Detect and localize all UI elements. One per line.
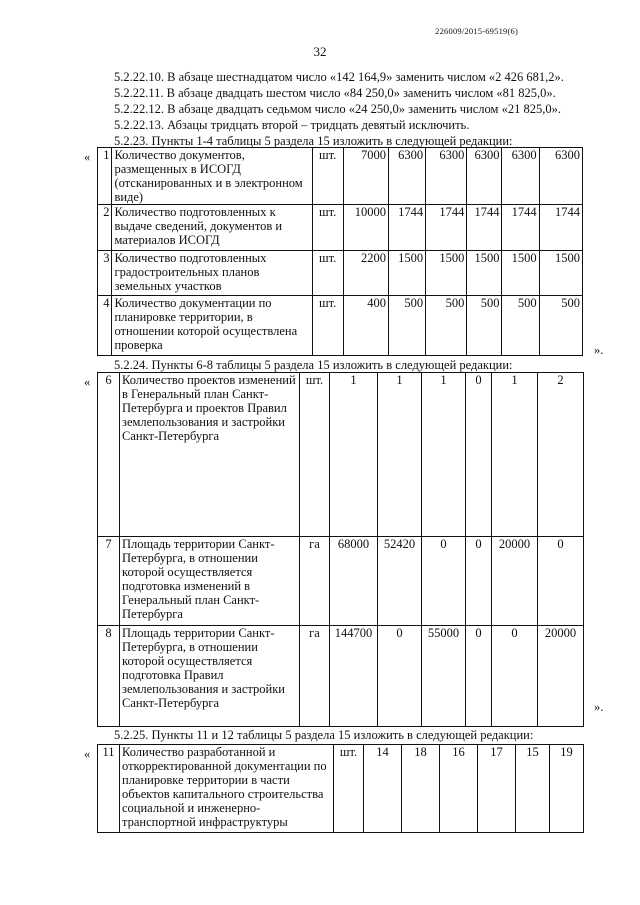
- value-cell: 68000: [330, 537, 378, 626]
- indicator-name: Количество проектов изменений в Генеральный план Санкт-Петербурга и проектов Правил землепользования и застройки Санкт-Петербурга: [120, 373, 300, 537]
- indicator-name: Количество разработанной и откорректированной документации по планировке территории в части объектов капитального строительства социальной и инженерно-транспортной инфраструктуры: [120, 745, 334, 833]
- page-number: 32: [313, 44, 327, 59]
- paragraph-5-2-22-13: 5.2.22.13. Абзацы тридцать второй – тридцать девятый исключить.: [114, 118, 470, 132]
- open-quote: «: [84, 375, 91, 389]
- value-cell: 0: [466, 373, 492, 537]
- document-number: 226009/2015-69519(6): [435, 26, 518, 36]
- value-cell: 1744: [502, 205, 539, 251]
- value-cell: 6300: [388, 148, 425, 205]
- value-cell: 0: [422, 537, 466, 626]
- paragraph-5-2-25: 5.2.25. Пункты 11 и 12 таблицы 5 раздела 15 изложить в следующей редакции:: [114, 728, 534, 742]
- value-cell: 17: [478, 745, 516, 833]
- value-cell: 1744: [388, 205, 425, 251]
- unit-cell: га: [300, 537, 330, 626]
- value-cell: 7000: [343, 148, 388, 205]
- unit-cell: шт.: [312, 296, 343, 356]
- value-cell: 500: [502, 296, 539, 356]
- value-cell: 1744: [426, 205, 467, 251]
- value-cell: 500: [539, 296, 582, 356]
- close-quote: ».: [594, 700, 604, 714]
- value-cell: 500: [426, 296, 467, 356]
- value-cell: 144700: [330, 626, 378, 727]
- value-cell: 1: [378, 373, 422, 537]
- table-row: [98, 626, 584, 727]
- value-cell: 55000: [422, 626, 466, 727]
- close-quote: ».: [594, 343, 604, 357]
- unit-cell: шт.: [300, 373, 330, 537]
- indicator-name: Площадь территории Санкт-Петербурга, в отношении которой осуществляется подготовка изменений в Генеральный план Санкт-Петербурга: [120, 537, 300, 626]
- unit-cell: шт.: [312, 205, 343, 251]
- value-cell: 1500: [502, 251, 539, 296]
- value-cell: 2200: [343, 251, 388, 296]
- value-cell: 6300: [426, 148, 467, 205]
- paragraph-5-2-22-11: 5.2.22.11. В абзаце двадцать шестом число «84 250,0» заменить числом «81 825,0».: [114, 86, 556, 100]
- value-cell: 52420: [378, 537, 422, 626]
- value-cell: 18: [402, 745, 440, 833]
- open-quote: «: [84, 150, 91, 164]
- open-quote: «: [84, 747, 91, 761]
- value-cell: 14: [364, 745, 402, 833]
- table-items-11-12: [97, 744, 584, 833]
- unit-cell: шт.: [312, 251, 343, 296]
- indicator-name: Количество документации по планировке территории, в отношении которой осуществлена проверка: [112, 296, 312, 356]
- value-cell: 6300: [502, 148, 539, 205]
- value-cell: 500: [467, 296, 502, 356]
- indicator-name: Количество подготовленных к выдаче сведений, документов и материалов ИСОГД: [112, 205, 312, 251]
- value-cell: 2: [538, 373, 584, 537]
- indicator-name: Площадь территории Санкт-Петербурга, в отношении которой осуществляется подготовка Правил землепользования и застройки Санкт-Петербурга: [120, 626, 300, 727]
- value-cell: 0: [466, 537, 492, 626]
- value-cell: 1744: [539, 205, 582, 251]
- value-cell: 1500: [426, 251, 467, 296]
- value-cell: 1500: [388, 251, 425, 296]
- paragraph-5-2-22-10: 5.2.22.10. В абзаце шестнадцатом число «142 164,9» заменить числом «2 426 681,2».: [114, 70, 564, 84]
- value-cell: 500: [388, 296, 425, 356]
- value-cell: 10000: [343, 205, 388, 251]
- value-cell: 19: [550, 745, 584, 833]
- row-number: 11: [98, 745, 120, 833]
- value-cell: 1500: [467, 251, 502, 296]
- paragraph-5-2-23: 5.2.23. Пункты 1-4 таблицы 5 раздела 15 изложить в следующей редакции:: [114, 134, 513, 148]
- table-items-6-8: [97, 372, 584, 727]
- value-cell: 20000: [492, 537, 538, 626]
- value-cell: 6300: [467, 148, 502, 205]
- row-number: 6: [98, 373, 120, 537]
- value-cell: 1: [330, 373, 378, 537]
- value-cell: 0: [466, 626, 492, 727]
- table-row: [98, 251, 583, 296]
- row-number: 2: [98, 205, 112, 251]
- unit-cell: га: [300, 626, 330, 727]
- indicator-name: Количество документов, размещенных в ИСОГД (отсканированных и в электронном виде): [112, 148, 312, 205]
- value-cell: 16: [440, 745, 478, 833]
- indicator-name: Количество подготовленных градостроительных планов земельных участков: [112, 251, 312, 296]
- value-cell: 20000: [538, 626, 584, 727]
- value-cell: 0: [492, 626, 538, 727]
- value-cell: 400: [343, 296, 388, 356]
- row-number: 8: [98, 626, 120, 727]
- row-number: 1: [98, 148, 112, 205]
- value-cell: 1500: [539, 251, 582, 296]
- value-cell: 0: [378, 626, 422, 727]
- row-number: 3: [98, 251, 112, 296]
- value-cell: 15: [516, 745, 550, 833]
- table-items-1-4: [97, 147, 583, 356]
- value-cell: 1: [422, 373, 466, 537]
- table-row: [98, 373, 584, 537]
- table-row: [98, 205, 583, 251]
- unit-cell: шт.: [334, 745, 364, 833]
- table-row: [98, 537, 584, 626]
- value-cell: 6300: [539, 148, 582, 205]
- value-cell: 0: [538, 537, 584, 626]
- paragraph-5-2-22-12: 5.2.22.12. В абзаце двадцать седьмом число «24 250,0» заменить числом «21 825,0».: [114, 102, 561, 116]
- value-cell: 1: [492, 373, 538, 537]
- row-number: 4: [98, 296, 112, 356]
- value-cell: 1744: [467, 205, 502, 251]
- table-row: [98, 296, 583, 356]
- table-row: [98, 745, 584, 833]
- table-row: [98, 148, 583, 205]
- paragraph-5-2-24: 5.2.24. Пункты 6-8 таблицы 5 раздела 15 изложить в следующей редакции:: [114, 358, 513, 372]
- unit-cell: шт.: [312, 148, 343, 205]
- row-number: 7: [98, 537, 120, 626]
